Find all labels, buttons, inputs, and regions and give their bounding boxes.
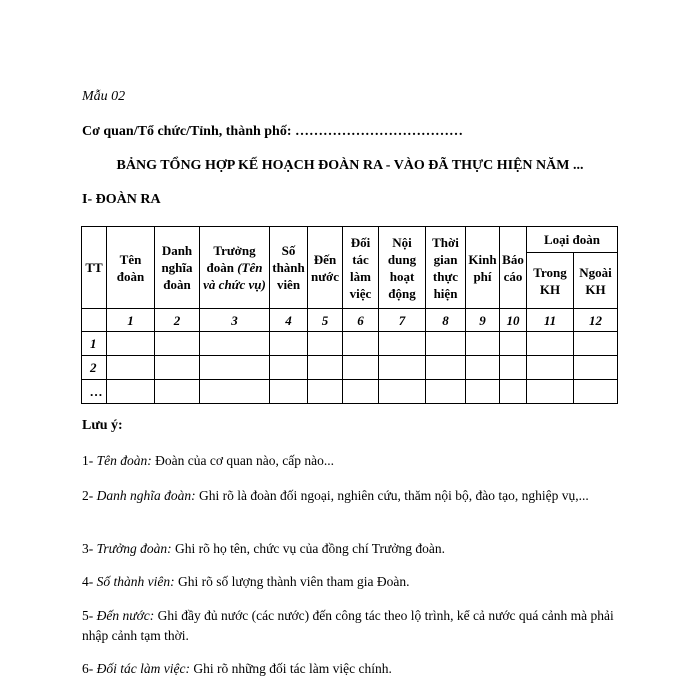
header-den-nuoc: Đến nước xyxy=(308,227,343,309)
note-text: Ghi rõ họ tên, chức vụ của đồng chí Trưởng đoàn. xyxy=(171,541,445,556)
table-cell[interactable] xyxy=(343,332,379,356)
table-cell[interactable] xyxy=(343,356,379,380)
table-cell[interactable] xyxy=(574,380,618,404)
header-so-thanh-vien: Số thành viên xyxy=(270,227,308,309)
column-number: 2 xyxy=(155,309,200,332)
table-cell[interactable] xyxy=(527,380,574,404)
note-text: Đoàn của cơ quan nào, cấp nào... xyxy=(151,453,334,468)
header-truong-doan-sub: (Tên và chức vụ) xyxy=(203,260,266,292)
note-item xyxy=(82,606,622,646)
header-truong-doan xyxy=(200,227,270,309)
column-number: 5 xyxy=(308,309,343,332)
header-row xyxy=(82,227,618,253)
note-prefix: 4- xyxy=(82,574,97,589)
header-tt: TT xyxy=(82,227,107,309)
note-item xyxy=(82,451,622,471)
column-number: 8 xyxy=(426,309,466,332)
table-cell[interactable] xyxy=(379,332,426,356)
table-cell[interactable] xyxy=(500,332,527,356)
header-truong-doan-main: Trưởng đoàn xyxy=(206,243,256,275)
table-cell[interactable] xyxy=(155,380,200,404)
note-text: Ghi rõ là đoàn đối ngoại, nghiên cứu, thăm nội bộ, đào tạo, nghiệp vụ,... xyxy=(195,488,589,503)
header-trong-kh: Trong KH xyxy=(527,253,574,309)
table-cell[interactable] xyxy=(527,356,574,380)
note-label: Trưởng đoàn: xyxy=(96,541,172,556)
page-title: BẢNG TỔNG HỢP KẾ HOẠCH ĐOÀN RA - VÀO ĐÃ THỰC HIỆN NĂM ... xyxy=(116,158,584,173)
header-doi-tac: Đối tác làm việc xyxy=(343,227,379,309)
note-prefix: 1- xyxy=(82,453,97,468)
note-text: Ghi rõ số lượng thành viên tham gia Đoàn. xyxy=(174,574,410,589)
header-bao-cao: Báo cáo xyxy=(500,227,527,309)
header-danh-nghia: Danh nghĩa đoàn xyxy=(155,227,200,309)
table-cell[interactable] xyxy=(270,332,308,356)
header-ngoai-kh: Ngoài KH xyxy=(574,253,618,309)
delegation-table xyxy=(81,226,618,404)
table-cell[interactable] xyxy=(466,380,500,404)
note-text: Ghi rõ những đối tác làm việc chính. xyxy=(189,661,392,676)
note-label: Danh nghĩa đoàn: xyxy=(96,488,196,503)
table-row xyxy=(82,332,618,356)
form-number: Mẫu 02 xyxy=(82,89,126,104)
note-label: Đến nước: xyxy=(96,608,155,623)
column-number-blank xyxy=(82,309,107,332)
table-cell[interactable] xyxy=(107,380,155,404)
table-cell[interactable] xyxy=(379,380,426,404)
note-item xyxy=(82,572,622,592)
table-cell[interactable] xyxy=(574,332,618,356)
note-prefix: 2- xyxy=(82,488,97,503)
table-cell[interactable] xyxy=(466,332,500,356)
table-cell[interactable] xyxy=(200,380,270,404)
table-cell[interactable] xyxy=(466,356,500,380)
column-number: 7 xyxy=(379,309,426,332)
note-item xyxy=(82,486,622,506)
table-cell[interactable] xyxy=(155,332,200,356)
row-index: … xyxy=(82,380,107,404)
header-kinh-phi: Kinh phí xyxy=(466,227,500,309)
table-cell[interactable] xyxy=(500,380,527,404)
header-noi-dung: Nội dung hoạt động xyxy=(379,227,426,309)
table-cell[interactable] xyxy=(343,380,379,404)
column-number: 11 xyxy=(527,309,574,332)
agency-line: Cơ quan/Tổ chức/Tỉnh, thành phố: ……………………………… xyxy=(82,124,464,139)
note-label: Số thành viên: xyxy=(96,574,175,589)
table-cell[interactable] xyxy=(500,356,527,380)
note-item xyxy=(82,539,622,559)
table-cell[interactable] xyxy=(379,356,426,380)
column-number: 3 xyxy=(200,309,270,332)
table-cell[interactable] xyxy=(155,356,200,380)
note-item xyxy=(82,659,622,679)
column-number: 10 xyxy=(500,309,527,332)
table-cell[interactable] xyxy=(426,332,466,356)
table-cell[interactable] xyxy=(527,332,574,356)
column-number: 9 xyxy=(466,309,500,332)
row-index: 1 xyxy=(82,332,107,356)
table-cell[interactable] xyxy=(270,380,308,404)
table-cell[interactable] xyxy=(308,380,343,404)
column-number: 1 xyxy=(107,309,155,332)
header-loai-doan: Loại đoàn xyxy=(527,227,618,253)
table-cell[interactable] xyxy=(107,332,155,356)
note-label: Đối tác làm việc: xyxy=(96,661,190,676)
column-number: 4 xyxy=(270,309,308,332)
section-heading: I- ĐOÀN RA xyxy=(82,192,161,207)
table-cell[interactable] xyxy=(426,380,466,404)
table-cell[interactable] xyxy=(308,332,343,356)
table-row xyxy=(82,356,618,380)
table-cell[interactable] xyxy=(270,356,308,380)
table-cell[interactable] xyxy=(308,356,343,380)
table-cell[interactable] xyxy=(107,356,155,380)
note-prefix: 6- xyxy=(82,661,97,676)
note-prefix: 5- xyxy=(82,608,97,623)
table-cell[interactable] xyxy=(574,356,618,380)
note-prefix: 3- xyxy=(82,541,97,556)
table-cell[interactable] xyxy=(200,356,270,380)
table-row xyxy=(82,380,618,404)
column-number: 12 xyxy=(574,309,618,332)
note-text: Ghi đầy đủ nước (các nước) đến công tác theo lộ trình, kể cả nước quá cảnh mà phải nhập cảnh tạm thời. xyxy=(82,608,614,643)
note-label: Tên đoàn: xyxy=(96,453,152,468)
row-index: 2 xyxy=(82,356,107,380)
header-thoi-gian: Thời gian thực hiện xyxy=(426,227,466,309)
column-number: 6 xyxy=(343,309,379,332)
column-number-row xyxy=(82,309,618,332)
table-cell[interactable] xyxy=(426,356,466,380)
table-cell[interactable] xyxy=(200,332,270,356)
header-ten-doan: Tên đoàn xyxy=(107,227,155,309)
notes-heading: Lưu ý: xyxy=(82,418,123,433)
